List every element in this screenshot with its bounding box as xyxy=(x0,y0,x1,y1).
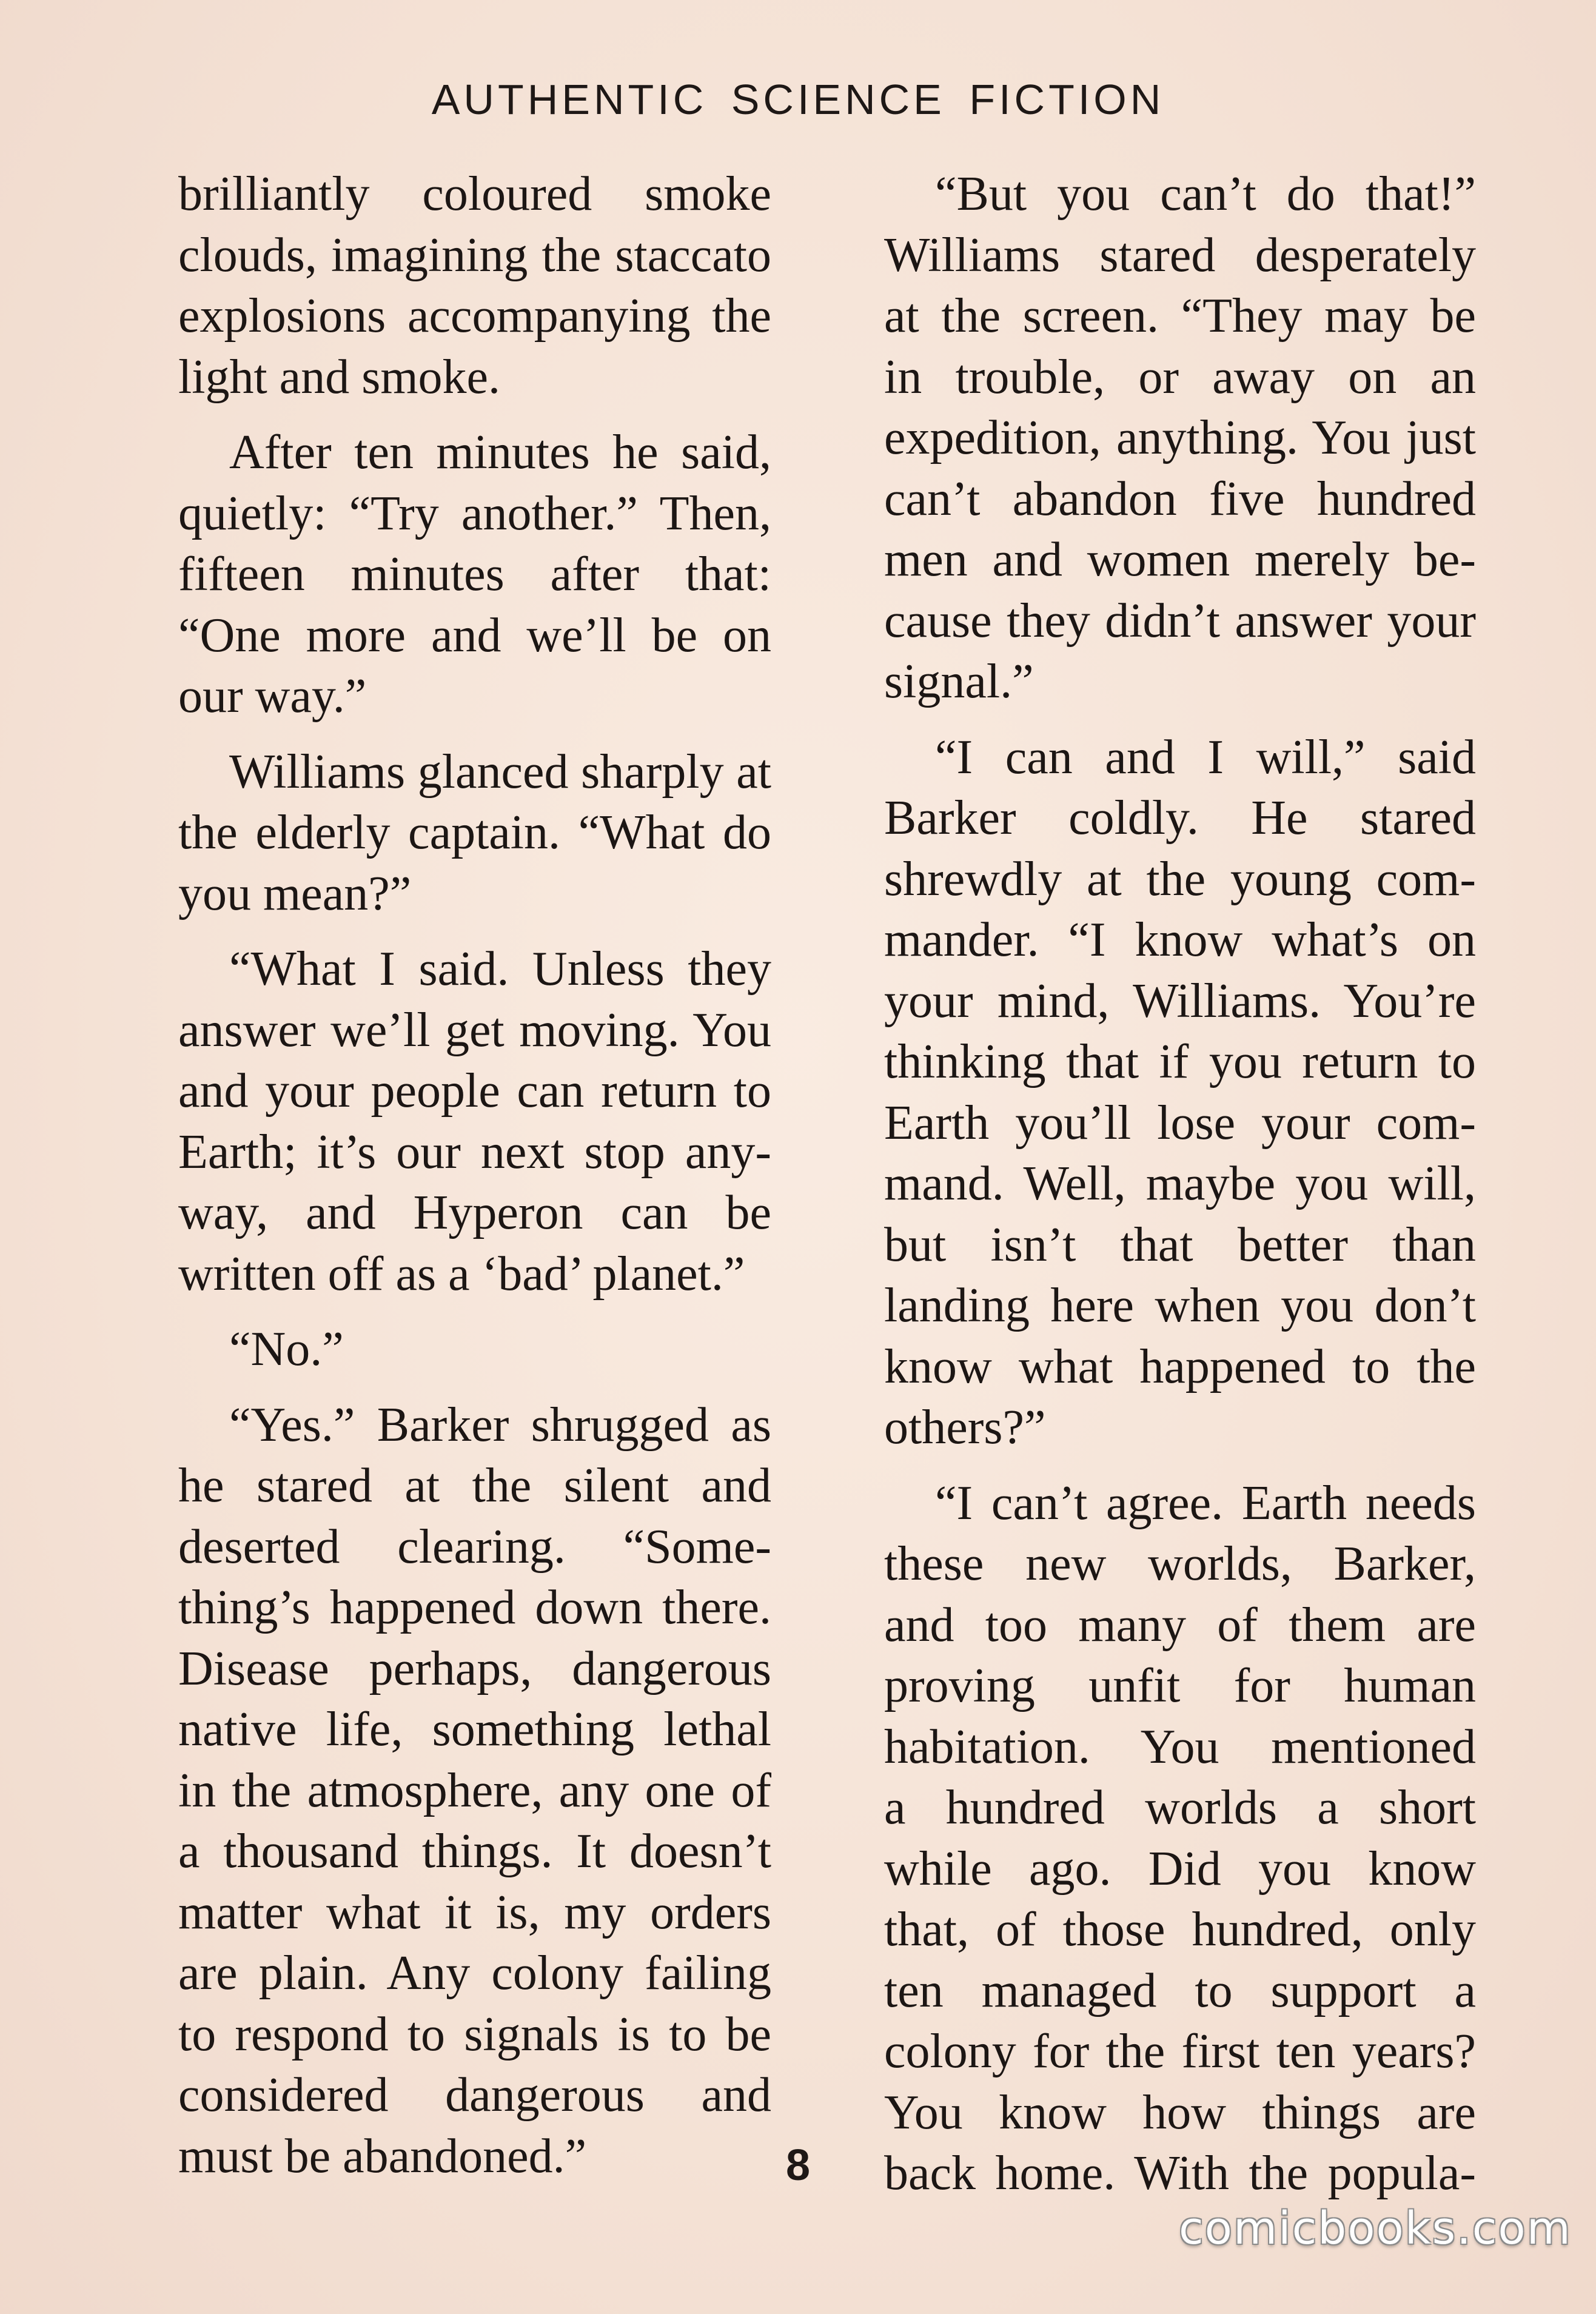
text-line: back home. With the popula- xyxy=(884,2147,1476,2200)
text-line: deserted clearing. “Some- xyxy=(178,1520,771,1574)
text-line: cause they didn’t answer your xyxy=(884,594,1476,648)
paragraph xyxy=(833,164,1476,713)
text-line: colony for the first ten years? xyxy=(884,2025,1476,2078)
text-line: these new worlds, Barker, xyxy=(884,1537,1476,1591)
text-line: “Yes.” Barker shrugged as xyxy=(229,1398,771,1452)
paragraph xyxy=(127,939,771,1304)
text-line: Disease perhaps, dangerous xyxy=(178,1642,771,1695)
text-line: quietly: “Try another.” Then, xyxy=(178,486,771,540)
text-line: landing here when you don’t xyxy=(884,1279,1476,1332)
text-line: expedition, anything. You just xyxy=(884,411,1476,464)
text-line: thinking that if you return to xyxy=(884,1035,1476,1088)
text-line: written off as a ‘bad’ planet.” xyxy=(178,1247,745,1301)
text-line: in trouble, or away on an xyxy=(884,350,1476,404)
text-line: while ago. Did you know xyxy=(884,1842,1476,1896)
text-line: know what happened to the xyxy=(884,1340,1476,1393)
text-line: others?” xyxy=(884,1401,1046,1454)
text-line: the elderly captain. “What do xyxy=(178,806,771,859)
text-line: mander. “I know what’s on xyxy=(884,913,1476,967)
text-line: but isn’t that better than xyxy=(884,1218,1476,1272)
text-line: are plain. Any colony failing xyxy=(178,1947,771,2000)
text-line: You know how things are xyxy=(884,2085,1476,2139)
text-line: a thousand things. It doesn’t xyxy=(178,1825,771,1878)
text-line: matter what it is, my orders xyxy=(178,1885,771,1939)
text-line: you mean?” xyxy=(178,867,412,921)
text-line: “What I said. Unless they xyxy=(229,942,771,996)
text-line: signal.” xyxy=(884,655,1034,708)
text-line: Williams stared desperately xyxy=(884,228,1476,282)
text-line: brilliantly coloured smoke xyxy=(178,167,771,221)
right-text-column xyxy=(833,164,1476,2204)
text-line: “I can and I will,” said xyxy=(935,730,1476,784)
paragraph xyxy=(833,1473,1476,2204)
text-line: After ten minutes he said, xyxy=(229,426,771,479)
paragraph xyxy=(127,164,771,407)
text-line: fifteen minutes after that: xyxy=(178,548,771,601)
text-line: at the screen. “They may be xyxy=(884,289,1476,343)
text-line: proving unfit for human xyxy=(884,1659,1476,1712)
paragraph xyxy=(127,1319,771,1380)
text-line: mand. Well, maybe you will, xyxy=(884,1157,1476,1210)
text-line: explosions accompanying the xyxy=(178,289,771,343)
text-line: “One more and we’ll be on xyxy=(178,608,771,662)
text-line: Earth; it’s our next stop any- xyxy=(178,1125,771,1179)
text-line: “I can’t agree. Earth needs xyxy=(935,1476,1476,1530)
text-line: shrewdly at the young com- xyxy=(884,852,1476,906)
text-line: to respond to signals is to be xyxy=(178,2007,771,2061)
text-line: can’t abandon five hundred xyxy=(884,472,1476,526)
page-number: 8 xyxy=(785,2141,811,2190)
text-line: “No.” xyxy=(229,1323,344,1376)
text-line: must be abandoned.” xyxy=(178,2129,587,2183)
text-line: and too many of them are xyxy=(884,1598,1476,1652)
text-line: Earth you’ll lose your com- xyxy=(884,1096,1476,1150)
text-line: habitation. You mentioned xyxy=(884,1720,1476,1774)
text-line: “But you can’t do that!” xyxy=(935,167,1476,221)
text-line: he stared at the silent and xyxy=(178,1459,771,1512)
text-line: men and women merely be- xyxy=(884,533,1476,586)
text-line: light and smoke. xyxy=(178,350,501,404)
text-line: Williams glanced sharply at xyxy=(229,745,771,799)
paragraph xyxy=(127,742,771,925)
text-line: Barker coldly. He stared xyxy=(884,791,1476,845)
text-line: native life, something lethal xyxy=(178,1703,771,1756)
text-line: and your people can return to xyxy=(178,1064,771,1118)
text-line: ten managed to support a xyxy=(884,1964,1476,2017)
left-text-column xyxy=(127,164,771,2187)
text-line: thing’s happened down there. xyxy=(178,1581,771,1634)
paragraph xyxy=(127,1395,771,2187)
text-line: that, of those hundred, only xyxy=(884,1903,1476,1956)
text-line: answer we’ll get moving. You xyxy=(178,1003,771,1057)
watermark: comicbooks.com xyxy=(1179,2202,1572,2255)
text-line: your mind, Williams. You’re xyxy=(884,974,1476,1028)
text-line: way, and Hyperon can be xyxy=(178,1186,771,1239)
text-line: our way.” xyxy=(178,669,367,723)
running-header: AUTHENTIC SCIENCE FICTION xyxy=(431,76,1165,123)
paragraph xyxy=(833,727,1476,1458)
text-line: a hundred worlds a short xyxy=(884,1781,1476,1834)
text-line: in the atmosphere, any one of xyxy=(178,1763,771,1817)
paragraph xyxy=(127,422,771,727)
text-line: considered dangerous and xyxy=(178,2068,771,2122)
text-line: clouds, imagining the staccato xyxy=(178,228,771,282)
